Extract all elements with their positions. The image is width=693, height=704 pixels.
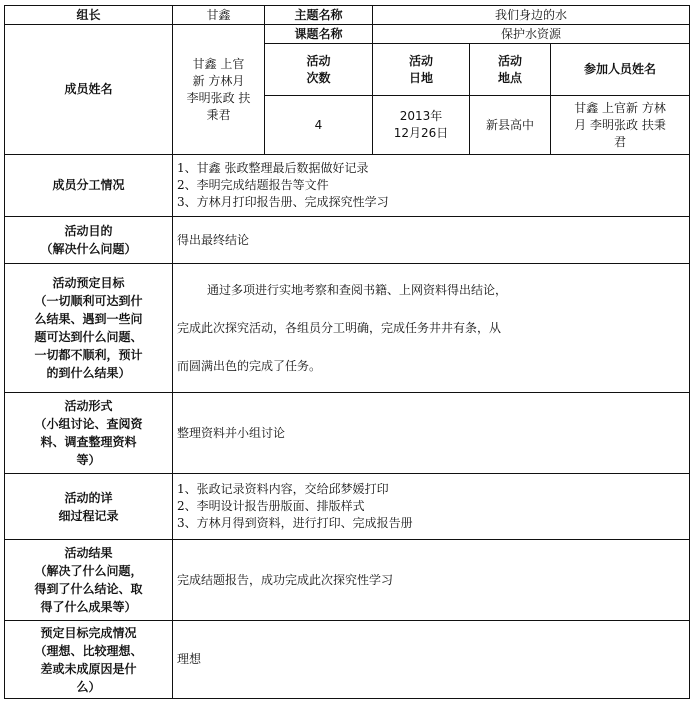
- goals-label-line: （一切顺利可达到什: [34, 294, 143, 308]
- topic-label: 课题名称: [265, 25, 373, 44]
- process-line: 2、李明设计报告册版面、排版样式: [177, 499, 365, 513]
- completion-label-line: 么）: [76, 679, 101, 694]
- division-line: 2、李明完成结题报告等文件: [177, 178, 329, 192]
- process-label: [5, 474, 173, 540]
- row-leader-theme: [5, 6, 690, 25]
- result-label: [5, 540, 173, 621]
- activity-place-value: 新县高中: [470, 96, 551, 155]
- division-label: 成员分工情况: [5, 155, 173, 217]
- goals-label: [5, 264, 173, 393]
- activity-time-value-line: 2013年: [399, 109, 443, 123]
- result-label-line: 得到了什么结论、取: [34, 582, 143, 596]
- row-process: [5, 474, 690, 540]
- member-names-line: 甘鑫 上官: [192, 56, 245, 71]
- activity-time-label-line: 日地: [408, 70, 433, 85]
- participants-value: [551, 96, 690, 155]
- process-line: 1、张政记录资料内容，交给邱梦媛打印: [177, 482, 389, 496]
- form-label-line: 等）: [76, 453, 101, 467]
- purpose-label: [5, 217, 173, 264]
- completion-label-line: 差或未成原因是什: [40, 661, 137, 676]
- goals-label-line: 么结果、遇到一些问: [34, 312, 143, 326]
- participants-line: 君: [614, 134, 627, 149]
- row-completion: [5, 621, 690, 699]
- purpose-label-line: （解决什么问题）: [40, 242, 137, 256]
- completion-value: 理想: [173, 621, 690, 699]
- purpose-value: 得出最终结论: [173, 217, 690, 264]
- completion-label-line: （理想、比较理想、: [34, 643, 143, 658]
- activity-place-label-line: 活动: [497, 53, 522, 68]
- form-value: 整理资料并小组讨论: [173, 393, 690, 474]
- row-result: [5, 540, 690, 621]
- result-label-line: 活动结果: [64, 546, 113, 560]
- activity-count-label: [265, 44, 373, 96]
- member-names-line: 新 方林月: [192, 73, 245, 88]
- activity-count-label-line: 活动: [306, 53, 331, 68]
- process-label-line: 活动的详: [64, 490, 113, 505]
- goals-label-line: 的到什么结果）: [46, 366, 131, 380]
- row-purpose: [5, 217, 690, 264]
- result-label-line: 得了什么成果等）: [40, 600, 137, 614]
- process-value: [173, 474, 690, 540]
- row-goals: [5, 264, 690, 393]
- row-division: [5, 155, 690, 217]
- division-line: 1、甘鑫 张政整理最后数据做好记录: [177, 161, 369, 175]
- goals-label-line: 题可达到什么问题、: [34, 330, 143, 344]
- goals-gap: [177, 337, 685, 357]
- member-names: [173, 25, 265, 155]
- activity-place-label-line: 地点: [497, 70, 522, 85]
- activity-time-label: [373, 44, 470, 96]
- theme-value: 我们身边的水: [373, 6, 690, 25]
- member-names-line: 秉君: [206, 107, 231, 122]
- result-label-line: （解决了什么问题，: [34, 564, 143, 578]
- form-label: [5, 393, 173, 474]
- goals-line: 完成此次探究活动，各组员分工明确，完成任务井井有条，从: [177, 321, 502, 335]
- form-label-line: 料、调查整理资料: [40, 435, 137, 449]
- division-line: 3、方林月打印报告册、完成探究性学习: [177, 195, 389, 209]
- leader-name: 甘鑫: [173, 6, 265, 25]
- process-label-line: 细过程记录: [58, 508, 119, 523]
- row-form: [5, 393, 690, 474]
- activity-place-label: [470, 44, 551, 96]
- activity-time-label-line: 活动: [408, 53, 433, 68]
- activity-record-table: [4, 5, 690, 699]
- activity-count-label-line: 次数: [306, 70, 331, 85]
- completion-label-line: 预定目标完成情况: [40, 625, 137, 640]
- goals-gap: [177, 299, 685, 319]
- goals-value: [173, 264, 690, 393]
- participants-line: 甘鑫 上官新 方林: [574, 100, 666, 115]
- members-label: 成员姓名: [5, 25, 173, 155]
- completion-label: [5, 621, 173, 699]
- result-value: 完成结题报告，成功完成此次探究性学习: [173, 540, 690, 621]
- goals-label-line: 一切都不顺利，预计: [34, 348, 143, 362]
- goals-line: 而圆满出色的完成了任务。: [177, 359, 322, 373]
- goals-line: 通过多项进行实地考察和查阅书籍、上网资料得出结论，: [207, 283, 508, 297]
- topic-value: 保护水资源: [373, 25, 690, 44]
- form-label-line: （小组讨论、查阅资: [34, 417, 143, 431]
- process-line: 3、方林月得到资料，进行打印、完成报告册: [177, 516, 413, 530]
- purpose-label-line: 活动目的: [64, 224, 113, 238]
- participants-line: 月 李明张政 扶秉: [574, 117, 666, 132]
- goals-label-line: 活动预定目标: [52, 276, 125, 290]
- leader-label: 组长: [5, 6, 173, 25]
- division-value: [173, 155, 690, 217]
- activity-time-value: [373, 96, 470, 155]
- activity-time-value-line: 12月26日: [393, 126, 449, 140]
- activity-count-value: 4: [265, 96, 373, 155]
- form-label-line: 活动形式: [64, 399, 113, 413]
- participants-label: 参加人员姓名: [551, 44, 690, 96]
- member-names-line: 李明张政 扶: [186, 90, 251, 105]
- theme-label: 主题名称: [265, 6, 373, 25]
- row-topic: [5, 25, 690, 44]
